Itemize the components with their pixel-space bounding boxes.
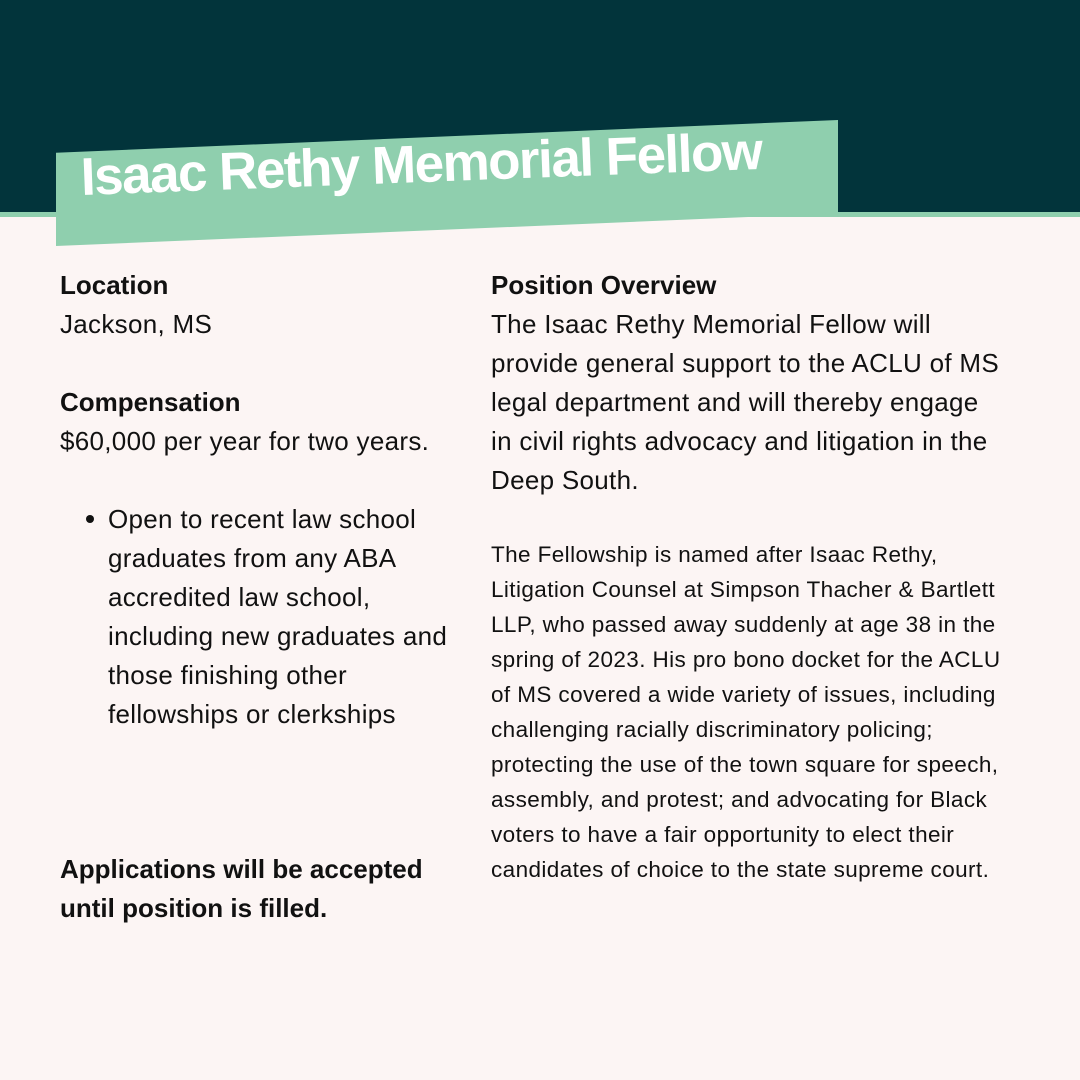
left-column xyxy=(60,266,450,734)
page-title: Isaac Rethy Memorial Fellow xyxy=(79,121,763,208)
overview-heading: Position Overview xyxy=(491,270,717,300)
fellowship-section xyxy=(491,537,1001,887)
fellowship-text: The Fellowship is named after Isaac Rethy, Litigation Counsel at Simpson Thacher & Bartlett LLP, who passed away suddenly at age 38 in the spring of 2023. His pro bono docket for the ACLU of MS covered a wide variety of issues, including challenging racially discriminatory policing; protecting the use of the town square for speech, assembly, and protest; and advocating for Black voters to have a fair opportunity to elect their candidates of choice to the state supreme court. xyxy=(491,542,1001,882)
eligibility-list xyxy=(60,500,450,734)
compensation-heading: Compensation xyxy=(60,387,241,417)
right-column xyxy=(491,266,1001,500)
location-value: Jackson, MS xyxy=(60,309,213,339)
list-item xyxy=(108,500,450,734)
compensation-value: $60,000 per year for two years. xyxy=(60,426,430,456)
applications-note: Applications will be accepted until position is filled. xyxy=(60,854,423,923)
eligibility-text: Open to recent law school graduates from any ABA accredited law school, including new graduates and those finishing other fellowships or clerkships xyxy=(108,504,448,729)
location-heading: Location xyxy=(60,270,169,300)
bullet-icon xyxy=(86,515,94,523)
overview-text: The Isaac Rethy Memorial Fellow will provide general support to the ACLU of MS legal department and will thereby engage in civil rights advocacy and litigation in the Deep South. xyxy=(491,309,1000,495)
